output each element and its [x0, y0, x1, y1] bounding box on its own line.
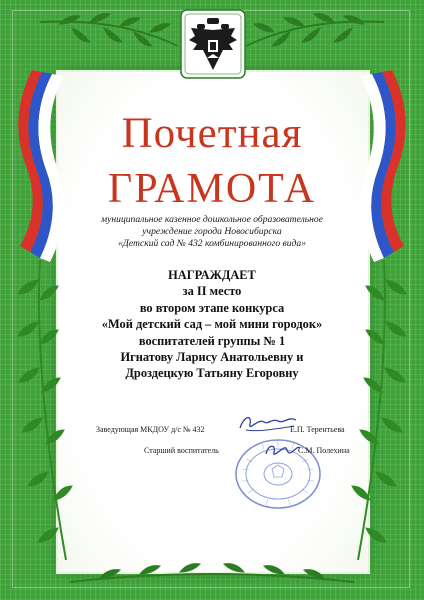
laurel-branch-top-left-icon: [40, 14, 178, 46]
laurel-branch-top-right-icon: [246, 14, 384, 46]
certificate-title-line1: Почетная: [121, 110, 303, 157]
signature-position-head: Заведующая МКДОУ д/с № 432: [96, 425, 205, 434]
award-line: воспитателей группы № 1: [138, 333, 286, 348]
award-text: [62, 267, 362, 382]
award-line: «Мой детский сад – мой мини городок»: [101, 317, 323, 332]
signature-position-senior-educator: Старший воспитатель: [144, 446, 219, 455]
organization-line: муниципальное казенное дошкольное образовательное: [101, 214, 323, 225]
award-line: во втором этапе конкурса: [139, 300, 285, 315]
issuing-organization: [70, 214, 354, 250]
laurel-branch-bottom-icon: [70, 564, 354, 582]
flag-ribbon-left-icon: [18, 70, 64, 262]
award-line: Дроздецкую Татьяну Егоровну: [125, 366, 299, 381]
award-line: Игнатову Ларису Анатольевну и: [120, 350, 304, 365]
award-line: НАГРАЖДАЕТ: [168, 268, 256, 282]
award-line: за II место: [182, 284, 242, 299]
signature-name-senior-educator: С.М. Полехина: [298, 446, 350, 455]
organization-line: «Детский сад № 432 комбинированного вида»: [118, 238, 306, 249]
signature-name-head: Е.П. Терентьева: [290, 425, 345, 434]
double-headed-eagle-emblem-icon: [177, 6, 249, 82]
flag-ribbon-right-icon: [360, 70, 406, 262]
certificate-title-line2: ГРАМОТА: [107, 166, 317, 212]
organization-line: учреждение города Новосибирска: [142, 226, 282, 237]
signature-senior-educator-icon: [262, 440, 302, 460]
